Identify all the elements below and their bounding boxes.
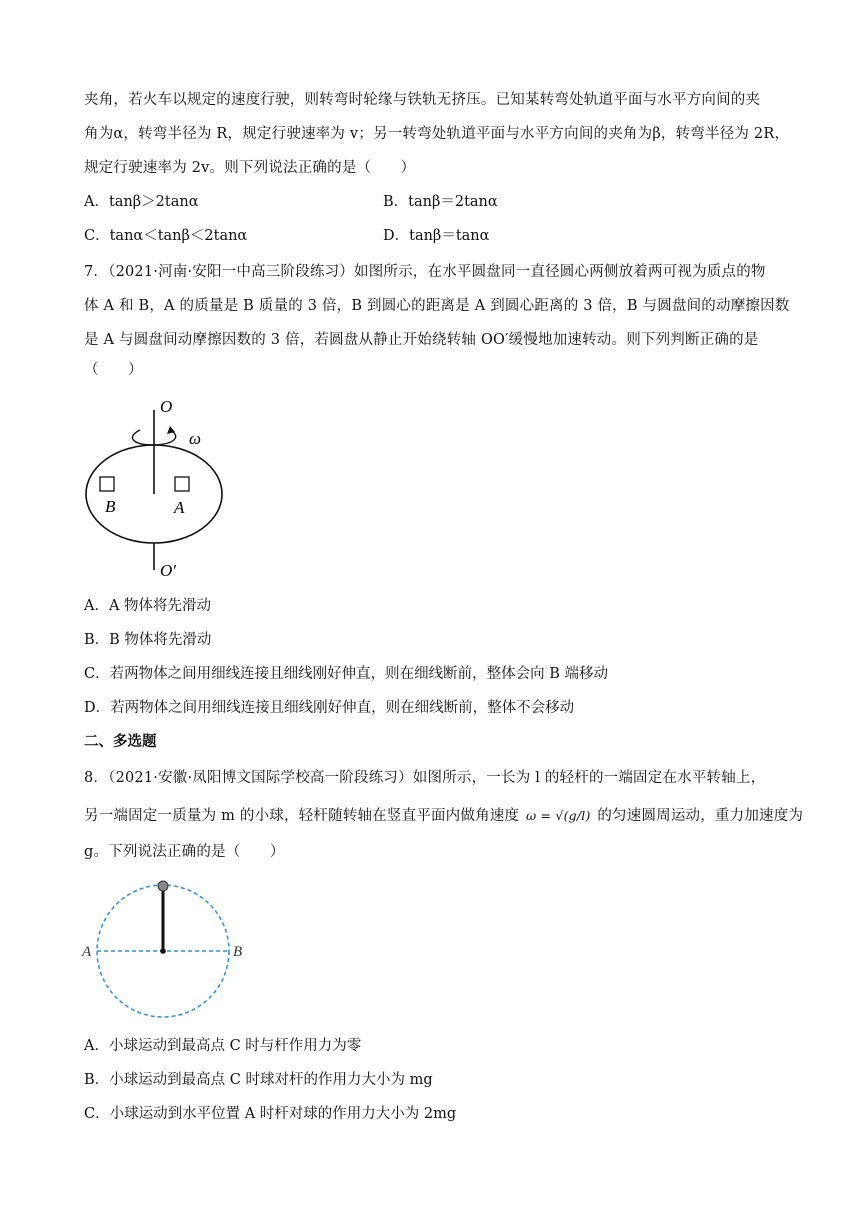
q8-text-line-2a: 另一端固定一质量为 m 的小球，轻杆随转轴在竖直平面内做角速度 xyxy=(84,808,520,824)
q7-option-b: B．B 物体将先滑动 xyxy=(84,632,212,648)
q7-text-line-1: 7．（2021·河南·安阳一中高三阶段练习）如图所示，在水平圆盘同一直径圆心两侧放着两可视为质点的物 xyxy=(84,264,766,280)
q6-option-c: C．tanα＜tanβ＜2tanα xyxy=(84,228,248,244)
label-a: A xyxy=(82,944,92,960)
label-b: B xyxy=(105,497,116,516)
q8-option-b: B．小球运动到最高点 C 时球对杆的作用力大小为 mg xyxy=(84,1072,433,1088)
q7-option-c: C．若两物体之间用细线连接且细线刚好伸直，则在细线断前，整体会向 B 端移动 xyxy=(84,666,608,682)
pivot xyxy=(160,948,166,954)
ball xyxy=(158,881,168,891)
q7-text-line-4: （ ） xyxy=(84,362,143,378)
q6-text-line-1: 夹角，若火车以规定的速度行驶，则转弯时轮缘与铁轨无挤压。已知某转弯处轨道平面与水平方向间的夹 xyxy=(84,92,761,108)
block-b xyxy=(100,477,114,491)
q6-option-a: A．tanβ＞2tanα xyxy=(84,194,199,210)
label-o: O xyxy=(160,397,173,416)
omega-formula: ω = √(g/l) xyxy=(525,808,591,823)
q7-text-line-3: 是 A 与圆盘间动摩擦因数的 3 倍，若圆盘从静止开始绕转轴 OO′缓慢地加速转动。则下列判断正确的是 xyxy=(84,332,759,348)
label-omega: ω xyxy=(189,429,202,448)
q8-text-line-2b: 的匀速圆周运动，重力加速度为 xyxy=(597,808,804,824)
q7-option-a: A．A 物体将先滑动 xyxy=(84,598,212,614)
rod-circle-diagram xyxy=(78,872,258,1022)
q8-option-c: C．小球运动到水平位置 A 时杆对球的作用力大小为 2mg xyxy=(84,1106,457,1122)
q6-text-line-2: 角为α，转弯半径为 R，规定行驶速率为 v；另一转弯处轨道平面与水平方向间的夹角为β，转弯半径为 2R， xyxy=(84,126,790,142)
section-title-multiple-choice: 二、多选题 xyxy=(84,734,157,750)
label-a: A xyxy=(174,498,185,517)
q8-text-line-2 xyxy=(84,806,803,826)
q8-text-line-1: 8．（2021·安徽·凤阳博文国际学校高一阶段练习）如图所示，一长为 l 的轻杆的一端固定在水平转轴上， xyxy=(84,770,766,786)
q8-text-line-3: g。下列说法正确的是（ ） xyxy=(84,844,285,860)
label-b: B xyxy=(233,944,243,960)
q6-option-b: B．tanβ＝2tanα xyxy=(383,194,498,210)
rotating-disk-diagram xyxy=(80,392,240,582)
q7-option-d: D．若两物体之间用细线连接且细线刚好伸直，则在细线断前，整体不会移动 xyxy=(84,700,575,716)
q6-option-d: D．tanβ＝tanα xyxy=(383,228,490,244)
q7-text-line-2: 体 A 和 B，A 的质量是 B 质量的 3 倍，B 到圆心的距离是 A 到圆心距离的 3 倍，B 与圆盘间的动摩擦因数 xyxy=(84,298,790,314)
q6-text-line-3: 规定行驶速率为 2v。则下列说法正确的是（ ） xyxy=(84,160,416,176)
block-a xyxy=(175,477,189,491)
q8-option-a: A．小球运动到最高点 C 时与杆作用力为零 xyxy=(84,1038,362,1054)
label-o-prime: O′ xyxy=(160,561,176,580)
